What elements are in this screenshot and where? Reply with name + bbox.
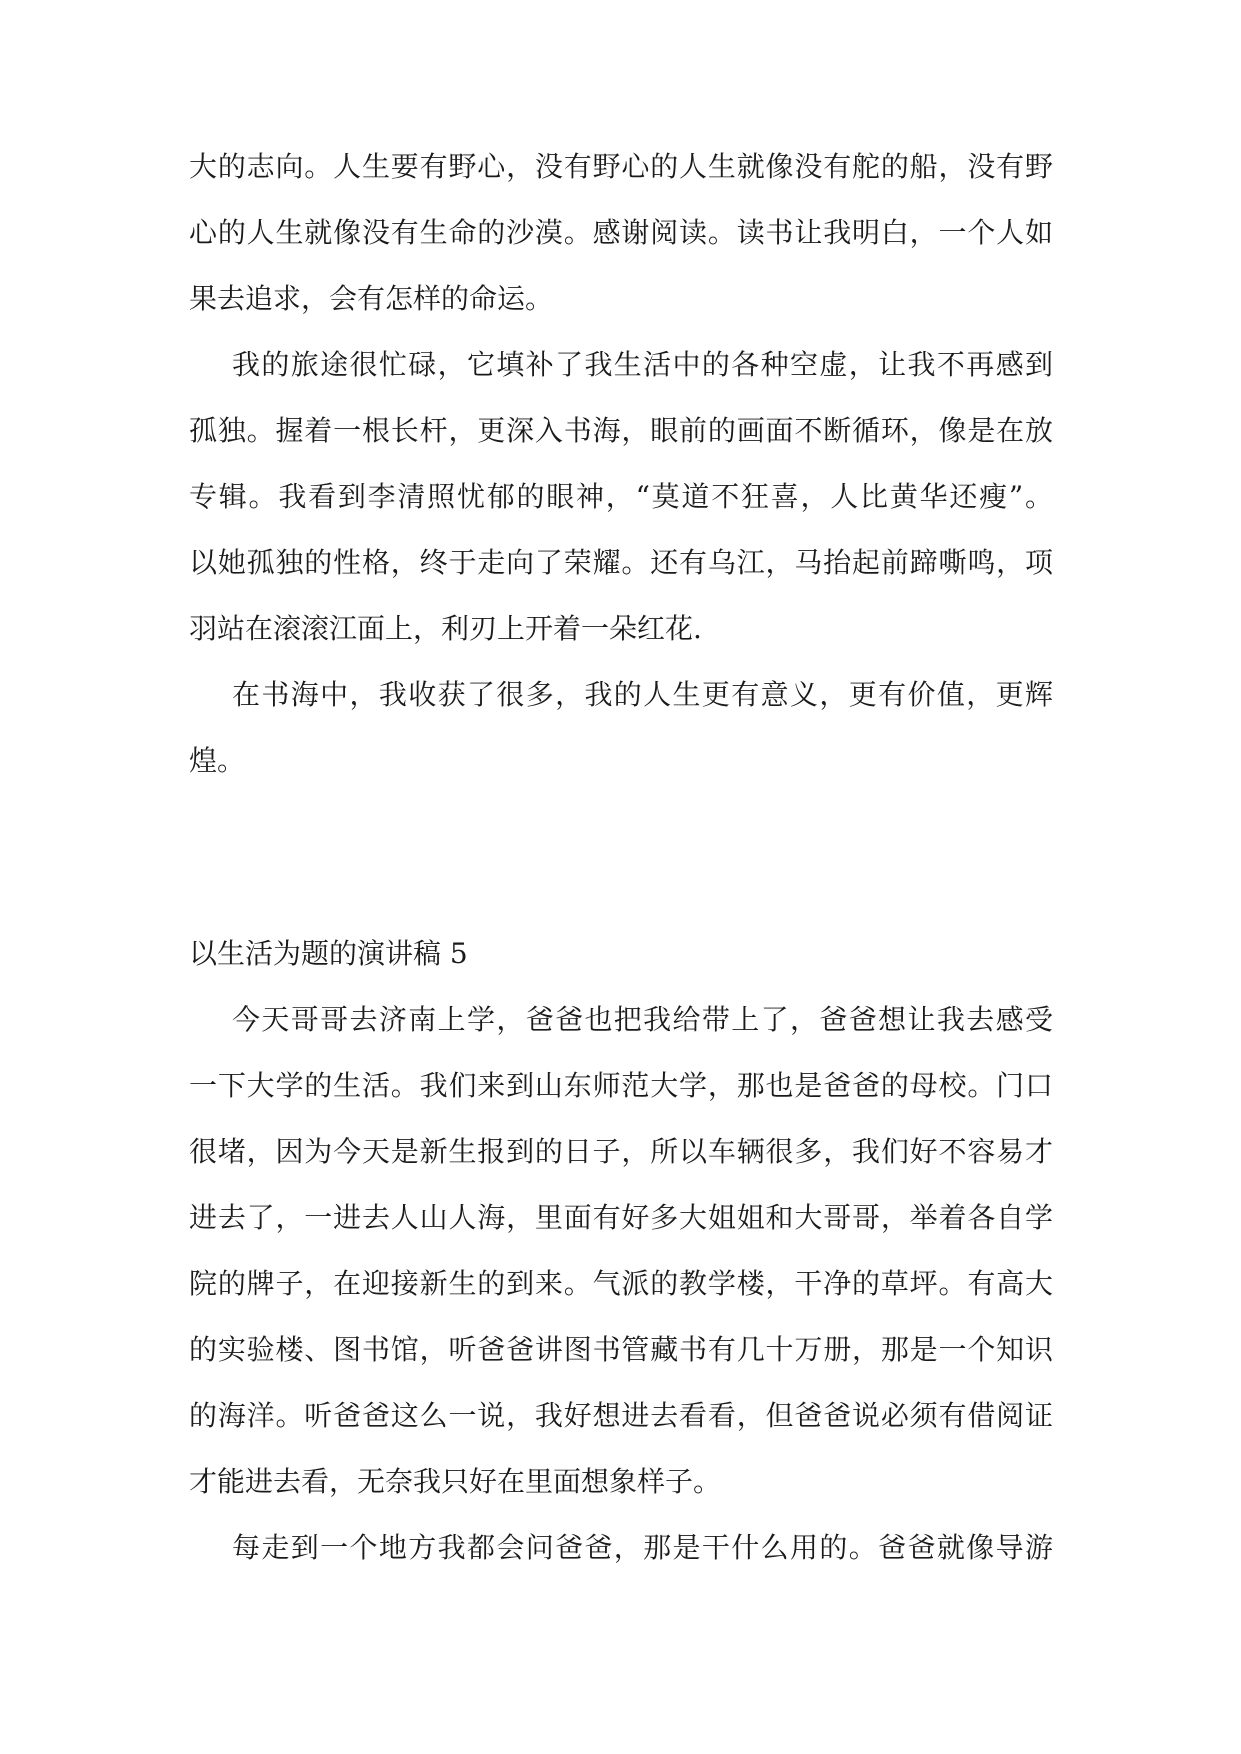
paragraph-line: 的实验楼、图书馆，听爸爸讲图书管藏书有几十万册，那是一个知识 <box>189 1333 1053 1366</box>
paragraph-line: 才能进去看，无奈我只好在里面想象样子。 <box>189 1465 722 1498</box>
section-title: 以生活为题的演讲稿 5 <box>189 937 468 970</box>
paragraph-line: 每走到一个地方我都会问爸爸，那是干什么用的。爸爸就像导游 <box>232 1531 1053 1564</box>
paragraph-line: 孤独。握着一根长杆，更深入书海，眼前的画面不断循环，像是在放 <box>189 414 1053 447</box>
paragraph-line: 的海洋。听爸爸这么一说，我好想进去看看，但爸爸说必须有借阅证 <box>189 1399 1053 1432</box>
paragraph-line: 专辑。我看到李清照忧郁的眼神，“莫道不狂喜，人比黄华还瘦”。 <box>189 480 1053 513</box>
paragraph-line: 院的牌子，在迎接新生的到来。气派的教学楼，干净的草坪。有高大 <box>189 1267 1053 1300</box>
paragraph-line: 一下大学的生活。我们来到山东师范大学，那也是爸爸的母校。门口 <box>189 1069 1053 1102</box>
paragraph-line: 以她孤独的性格，终于走向了荣耀。还有乌江，马抬起前蹄嘶鸣，项 <box>189 546 1053 579</box>
paragraph-line: 今天哥哥去济南上学，爸爸也把我给带上了，爸爸想让我去感受 <box>232 1003 1053 1036</box>
paragraph-line: 很堵，因为今天是新生报到的日子，所以车辆很多，我们好不容易才 <box>189 1135 1053 1168</box>
paragraph-line: 羽站在滚滚江面上，利刃上开着一朵红花. <box>189 612 702 645</box>
paragraph-line: 我的旅途很忙碌，它填补了我生活中的各种空虚，让我不再感到 <box>232 348 1053 381</box>
paragraph-line: 在书海中，我收获了很多，我的人生更有意义，更有价值，更辉 <box>232 678 1053 711</box>
paragraph-line: 进去了，一进去人山人海，里面有好多大姐姐和大哥哥，举着各自学 <box>189 1201 1053 1234</box>
paragraph-line: 煌。 <box>189 744 246 777</box>
paragraph-line: 心的人生就像没有生命的沙漠。感谢阅读。读书让我明白，一个人如 <box>189 216 1053 249</box>
paragraph-line: 果去追求，会有怎样的命运。 <box>189 282 554 315</box>
paragraph-line: 大的志向。人生要有野心，没有野心的人生就像没有舵的船，没有野 <box>189 150 1053 183</box>
